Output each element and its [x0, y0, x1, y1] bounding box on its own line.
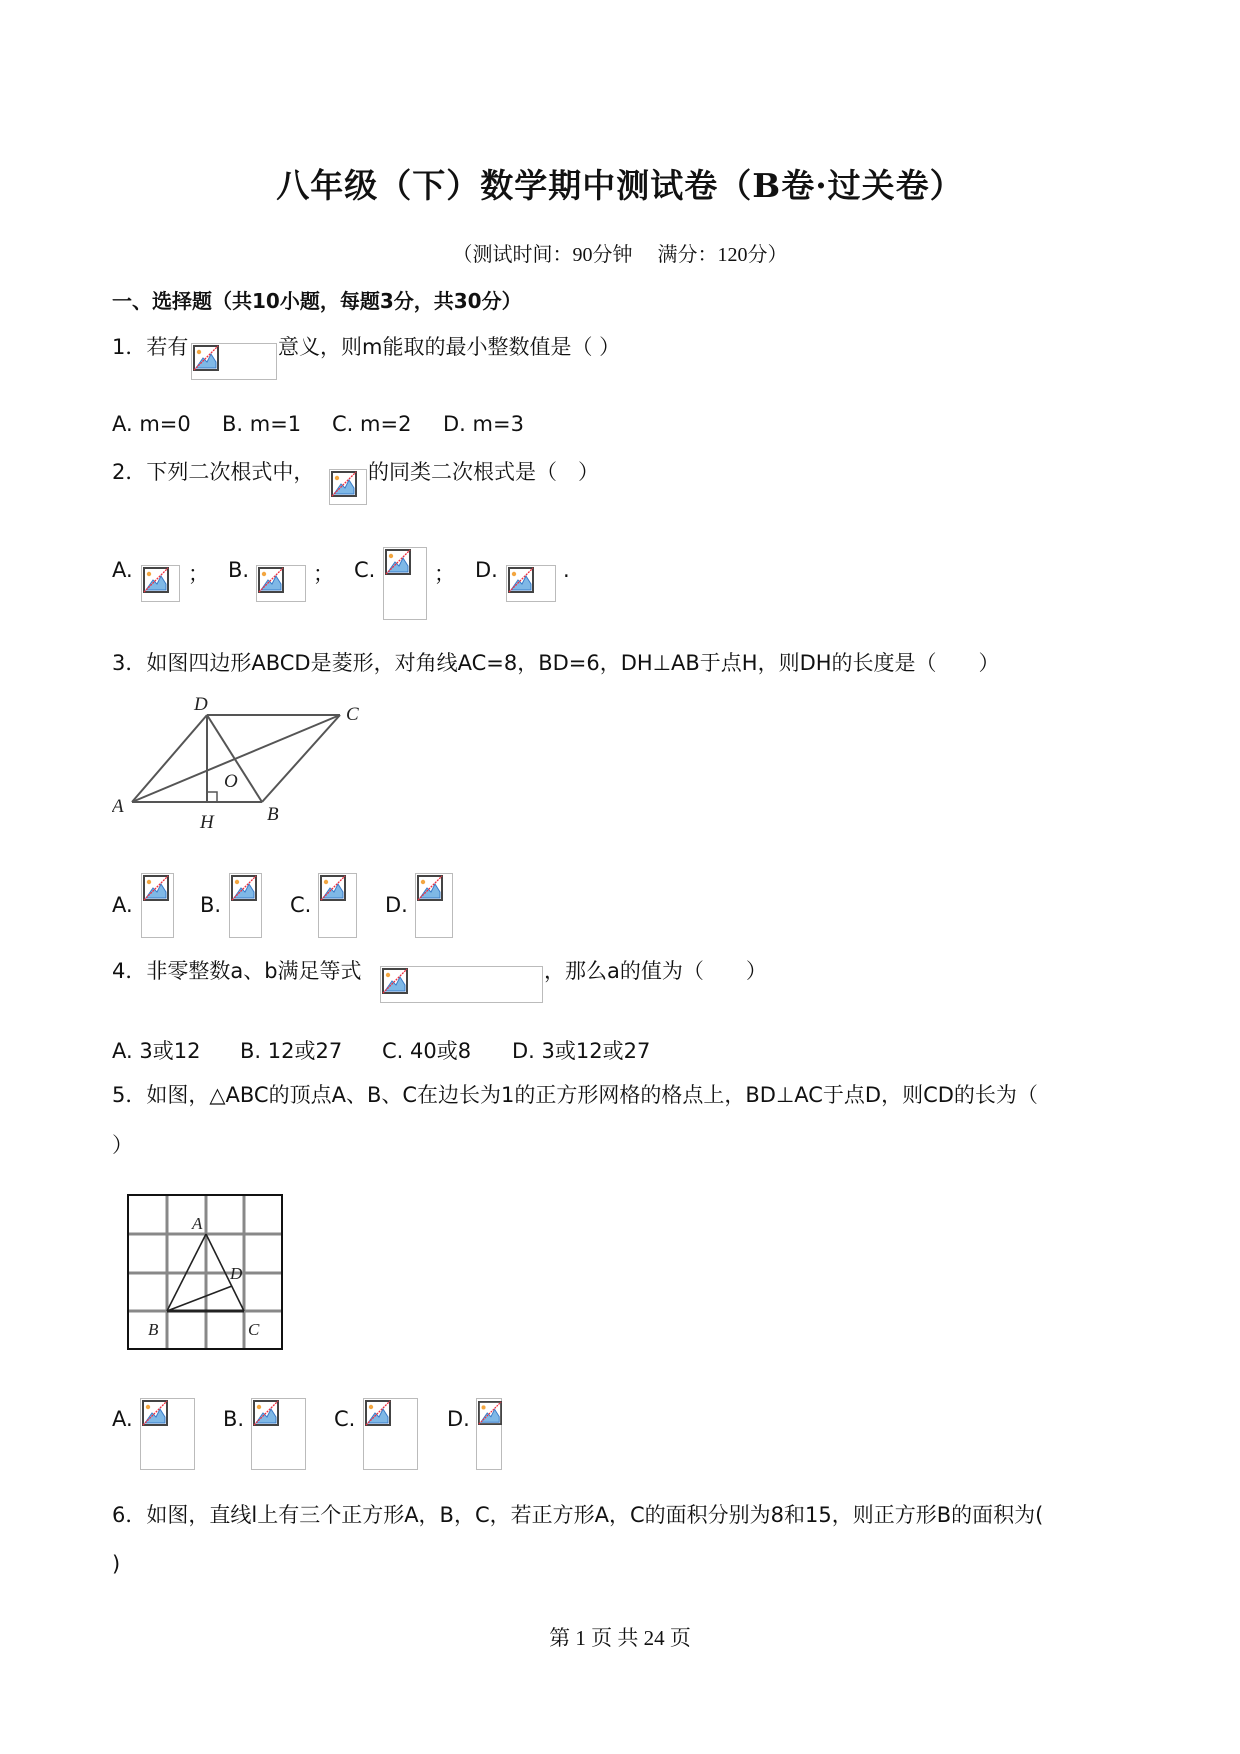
question-4-prefix: 4．非零整数a、b满足等式: [112, 959, 362, 983]
q4-option-a: A. 3或12: [112, 1039, 201, 1063]
page-footer: 第 1 页 共 24 页: [549, 1626, 691, 1650]
broken-image-icon: [140, 1398, 195, 1470]
q1-option-c: C. m=2: [332, 412, 412, 436]
q1-option-a: A. m=0: [112, 412, 191, 436]
point-label-b: B: [267, 804, 279, 825]
question-3-text: 3．如图四边形ABCD是菱形，对角线AC=8，BD=6，DH⊥AB于点H，则DH的长度是（ ）: [112, 651, 1000, 675]
q4-option-c: C. 40或8: [382, 1039, 472, 1063]
broken-image-icon: [229, 873, 262, 938]
broken-image-icon: [380, 966, 543, 1003]
broken-image-icon: [251, 1398, 306, 1470]
broken-image-icon: [476, 1398, 502, 1470]
q5-option-a-label: A.: [112, 1407, 133, 1431]
point-label-c: C: [346, 704, 359, 725]
q2-option-a-label: A.: [112, 558, 133, 582]
point-label-o: O: [224, 771, 238, 792]
exam-info: （测试时间：90分钟 满分：120分）: [452, 244, 788, 266]
point-label-a: A: [192, 1214, 203, 1233]
section-heading: 一、选择题（共10小题，每题3分，共30分）: [112, 289, 522, 313]
broken-image-icon: [318, 873, 357, 938]
q2-option-c-label: C.: [354, 558, 376, 582]
broken-image-icon: [383, 547, 427, 620]
point-label-b: B: [148, 1320, 159, 1339]
q3-option-d-label: D.: [385, 893, 408, 917]
question-6-text: 6．如图，直线l上有三个正方形A，B，C，若正方形A，C的面积分别为8和15，则正方形B的面积为(: [112, 1503, 1044, 1527]
broken-image-icon: [141, 565, 180, 602]
question-5-text: 5．如图，△ABC的顶点A、B、C在边长为1的正方形网格的格点上，BD⊥AC于点D，则CD的长为（: [112, 1083, 1038, 1107]
q3-option-a-label: A.: [112, 893, 133, 917]
broken-image-icon: [415, 873, 453, 938]
q2-option-d-label: D.: [475, 558, 498, 582]
broken-image-icon: [256, 565, 306, 602]
point-label-h: H: [200, 812, 214, 833]
q5-option-d-label: D.: [447, 1407, 470, 1431]
question-1-suffix: 意义，则m能取的最小整数值是（ ）: [278, 335, 621, 359]
q4-option-d: D. 3或12或27: [512, 1039, 651, 1063]
q5-option-b-label: B.: [223, 1407, 245, 1431]
page-title: 八年级（下）数学期中测试卷（B卷·过关卷）: [276, 166, 964, 205]
question-2-suffix: 的同类二次根式是（ ）: [368, 460, 599, 484]
point-label-d: D: [194, 694, 208, 715]
q2-sep: ；: [188, 562, 209, 586]
broken-image-icon: [506, 565, 556, 602]
point-label-c: C: [248, 1320, 260, 1339]
q5-option-c-label: C.: [334, 1407, 356, 1431]
question-2-prefix: 2．下列二次根式中，: [112, 460, 315, 484]
q2-sep: .: [563, 558, 570, 582]
q3-option-c-label: C.: [290, 893, 312, 917]
broken-image-icon: [141, 873, 174, 938]
question-4-suffix: ，那么a的值为（ ）: [544, 959, 767, 983]
question-1-prefix: 1．若有: [112, 335, 189, 359]
q4-option-b: B. 12或27: [240, 1039, 343, 1063]
rhombus-diagram: [112, 690, 367, 835]
q3-option-b-label: B.: [200, 893, 222, 917]
broken-image-icon: [191, 343, 277, 380]
point-label-d: D: [230, 1264, 243, 1283]
broken-image-icon: [363, 1398, 418, 1470]
q2-sep: ；: [313, 562, 334, 586]
q1-option-d: D. m=3: [443, 412, 524, 436]
grid-triangle-diagram: [126, 1193, 286, 1353]
q2-sep: ；: [434, 562, 455, 586]
broken-image-icon: [329, 469, 367, 505]
question-6-continuation: ): [112, 1552, 121, 1576]
q1-option-b: B. m=1: [222, 412, 302, 436]
point-label-a: A: [112, 796, 124, 817]
q2-option-b-label: B.: [228, 558, 250, 582]
question-5-continuation: ）: [112, 1133, 133, 1157]
